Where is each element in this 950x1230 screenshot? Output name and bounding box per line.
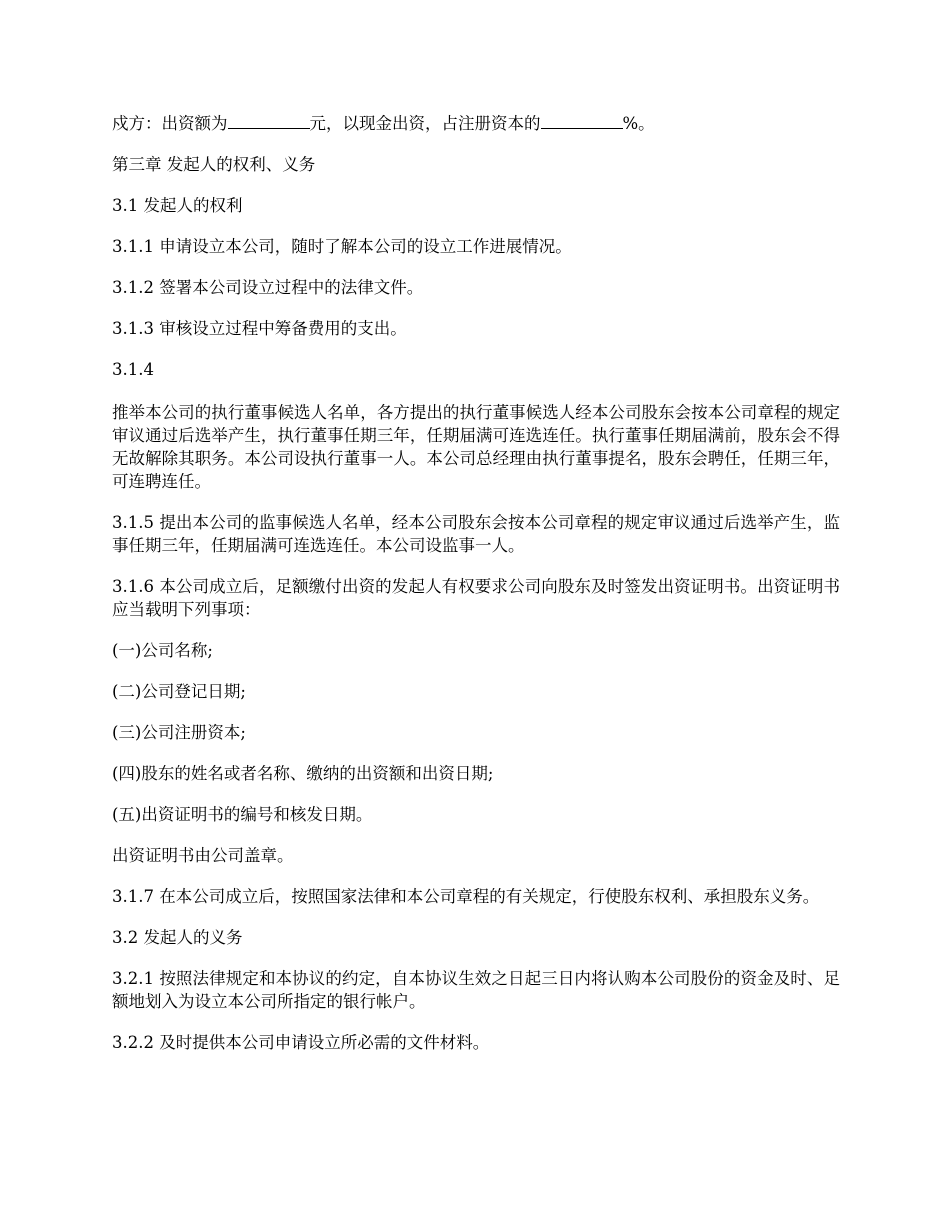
clause-3-1-7: 3.1.7 在本公司成立后，按照国家法律和本公司章程的有关规定，行使股东权利、承担股东义务。 [112,887,820,906]
document-page [112,112,840,1072]
contribution-text-1: 戍方：出资额为 [112,114,228,133]
list-item-registration-date: (二)公司登记日期; [112,682,246,701]
chapter-heading: 第三章 发起人的权利、义务 [112,155,316,174]
section-heading-rights: 3.1 发起人的权利 [112,196,243,215]
list-item-shareholder-info: (四)股东的姓名或者名称、缴纳的出资额和出资日期; [112,764,494,783]
clause-3-1-5: 3.1.5 提出本公司的监事候选人名单，经本公司股东会按本公司章程的规定审议通过后选举产生，监事任期三年，任期届满可连选连任。本公司设监事一人。 [112,513,840,555]
list-item-company-name: (一)公司名称; [112,641,213,660]
list-item-certificate-number: (五)出资证明书的编号和核发日期。 [112,805,373,824]
section-heading-obligations: 3.2 发起人的义务 [112,928,243,947]
certificate-seal-note: 出资证明书由公司盖章。 [112,846,294,865]
clause-3-2-1: 3.2.1 按照法律规定和本协议的约定，自本协议生效之日起三日内将认购本公司股份的资金及时、足额地划入为设立本公司所指定的银行帐户。 [112,969,840,1011]
clause-3-1-4-body: 推举本公司的执行董事候选人名单，各方提出的执行董事候选人经本公司股东会按本公司章程的规定审议通过后选举产生，执行董事任期三年，任期届满可连选连任。执行董事任期届满前，股东会不得无故解除其职务。本公司设执行董事一人。本公司总经理由执行董事提名，股东会聘任，任期三年，可连聘连任。 [112,403,840,491]
clause-3-1-4-number: 3.1.4 [112,360,154,379]
amount-blank [228,112,310,129]
clause-3-1-1: 3.1.1 申请设立本公司，随时了解本公司的设立工作进展情况。 [112,237,572,256]
clause-3-1-6: 3.1.6 本公司成立后，足额缴付出资的发起人有权要求公司向股东及时签发出资证明书。出资证明书应当载明下列事项： [112,577,840,619]
contribution-text-3: %。 [622,114,655,133]
percent-blank [541,112,623,129]
capital-contribution-line [112,112,840,135]
clause-3-2-2: 3.2.2 及时提供本公司申请设立所必需的文件材料。 [112,1033,490,1052]
contribution-text-2: 元，以现金出资，占注册资本的 [309,114,541,133]
list-item-registered-capital: (三)公司注册资本; [112,723,246,742]
clause-3-1-3: 3.1.3 审核设立过程中筹备费用的支出。 [112,319,407,338]
clause-3-1-2: 3.1.2 签署本公司设立过程中的法律文件。 [112,278,424,297]
